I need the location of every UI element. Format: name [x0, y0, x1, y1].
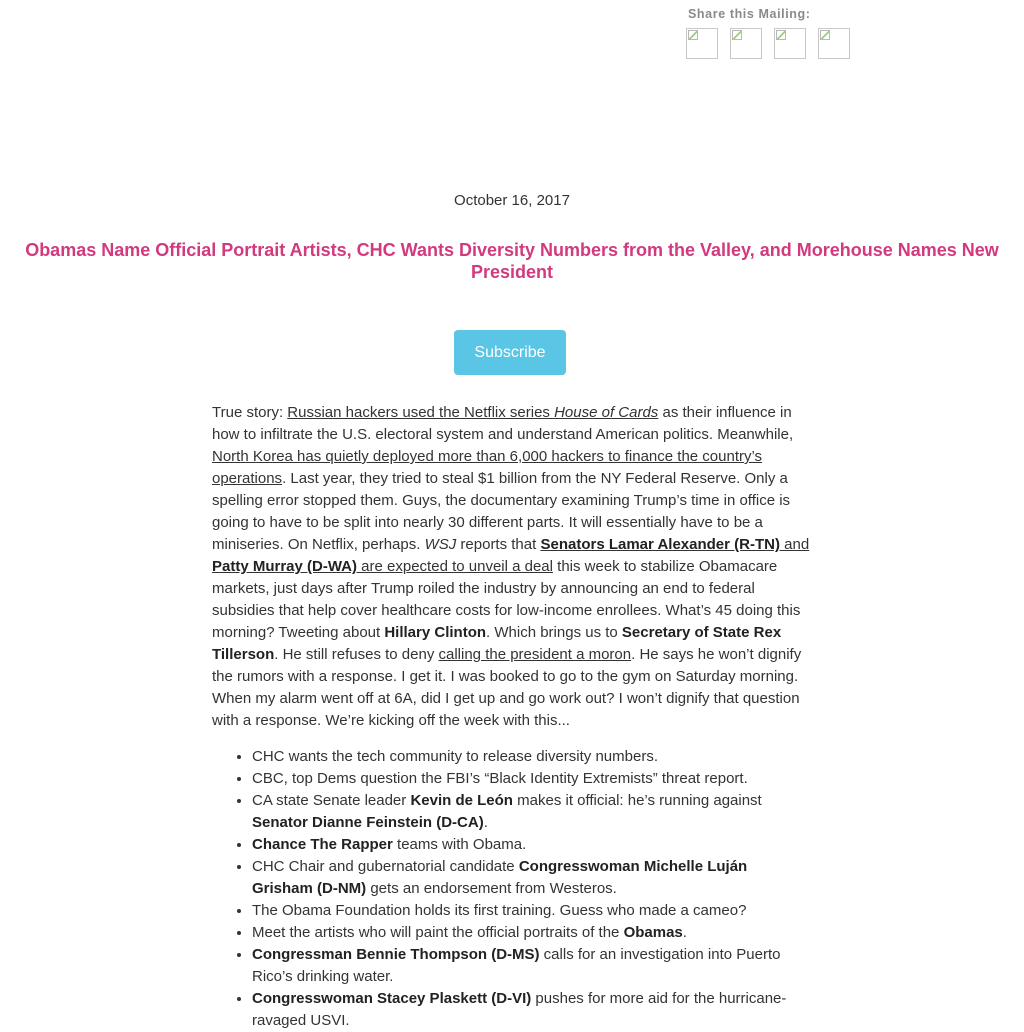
list-item	[252, 856, 812, 900]
intro-text: as their influence in how to infiltrate the U.S. electoral system and understand American politics. Meanwhile,	[212, 404, 794, 443]
headline	[0, 239, 1024, 283]
link-text-italic: House of Cards	[554, 404, 659, 421]
link-text: and	[779, 536, 810, 553]
intro-text: . Last year, they tried to steal $1 billion from the NY Federal Reserve. Only a spelling error stopped them. Guys, the documentary examining Trump’s time in office is going to have to be split into nearly 30 different parts. It will essentially have to be a miniseries. On Netflix, perhaps.	[212, 470, 791, 553]
share-bar	[688, 7, 811, 21]
item-text: .	[682, 924, 687, 941]
link-bold: Senators Lamar Alexander (R-TN)	[540, 536, 780, 553]
bold-name: Secretary of State Rex Tillerson	[212, 624, 782, 663]
list-item	[252, 922, 812, 944]
item-text: teams with Obama.	[392, 836, 527, 853]
share-label: Share this Mailing:	[688, 7, 811, 21]
broken-image-icon	[732, 30, 742, 40]
list-item	[252, 944, 812, 988]
share-icons	[686, 28, 856, 62]
link-text: are expected to unveil a deal	[357, 558, 553, 575]
intro-text: . Which brings us to	[486, 624, 622, 641]
intro-text: reports that	[456, 536, 541, 553]
broken-image-icon	[776, 30, 786, 40]
intro-paragraph	[212, 402, 812, 732]
bold-name: Kevin de León	[410, 792, 513, 809]
mailing-date: October 16, 2017	[454, 192, 570, 209]
intro-text: . He says he won’t dignify the rumors with a response. I get it. I was booked to go to the gym on Saturday morning. When my alarm went off at 6A, did I get up and go work out? I won’t dignify that question with a response. We’re kicking off the week with this...	[212, 646, 802, 729]
bold-name: Senator Dianne Feinstein (D-CA)	[252, 814, 484, 831]
list-item	[252, 790, 812, 834]
subscribe-button[interactable]: Subscribe	[454, 330, 566, 375]
item-text: Meet the artists who will paint the official portraits of the	[252, 924, 624, 941]
wsj-italic: WSJ	[424, 536, 457, 553]
moron-link[interactable]: calling the president a moron	[438, 646, 632, 663]
broken-image-icon	[688, 30, 698, 40]
list-item: • The Obama Foundation holds its first training. Guess who made a cameo?	[252, 900, 812, 922]
list-item: • CHC wants the tech community to release diversity numbers.	[252, 746, 812, 768]
item-text: CHC Chair and gubernatorial candidate	[252, 858, 519, 875]
broken-image-icon	[820, 30, 830, 40]
link-bold: Patty Murray (D-WA)	[212, 558, 358, 575]
headline-line-1: Obamas Name Official Portrait Artists, CHC Wants Diversity Numbers from the Valley, and Morehouse Names New	[25, 240, 999, 260]
intro-text: . He still refuses to deny	[274, 646, 439, 663]
bold-name: Chance The Rapper	[252, 836, 393, 853]
list-item	[252, 988, 812, 1032]
linkedin-share-icon[interactable]	[774, 28, 806, 59]
email-share-icon[interactable]	[818, 28, 850, 59]
headline-line-2: President	[470, 262, 554, 282]
item-text: pushes for more aid for the hurricane-ravaged USVI.	[252, 990, 787, 1029]
north-korea-link[interactable]: North Korea has quietly deployed more than 6,000 hackers to finance the country’s operations	[212, 448, 763, 487]
russian-hackers-link[interactable]	[287, 404, 658, 421]
intro-text: True story:	[212, 404, 288, 421]
headlines-list	[212, 746, 812, 1032]
item-text: .	[483, 814, 488, 831]
list-item: • CBC, top Dems question the FBI’s “Black Identity Extremists” threat report.	[252, 768, 812, 790]
bold-name: Obamas	[623, 924, 683, 941]
item-text: CA state Senate leader	[252, 792, 411, 809]
bold-name: Congresswoman Stacey Plaskett (D-VI)	[252, 990, 532, 1007]
list-item	[252, 834, 812, 856]
item-text: makes it official: he’s running against	[512, 792, 762, 809]
newsletter-body	[212, 402, 812, 1032]
facebook-share-icon[interactable]	[686, 28, 718, 59]
twitter-share-icon[interactable]	[730, 28, 762, 59]
intro-text: this week to stabilize Obamacare markets, just days after Trump roiled the industry by announcing an end to federal subsidies that help cover healthcare costs for low-income enrollees. What’s 45 doing this morning? Tweeting about	[212, 558, 801, 641]
bold-name: Congressman Bennie Thompson (D-MS)	[252, 946, 540, 963]
link-text: Russian hackers used the Netflix series	[287, 404, 555, 421]
item-text: calls for an investigation into Puerto Rico’s drinking water.	[252, 946, 781, 985]
item-text: gets an endorsement from Westeros.	[366, 880, 617, 897]
bold-name: Hillary Clinton	[384, 624, 487, 641]
bold-name: Congresswoman Michelle Luján Grisham (D-NM)	[252, 858, 748, 897]
